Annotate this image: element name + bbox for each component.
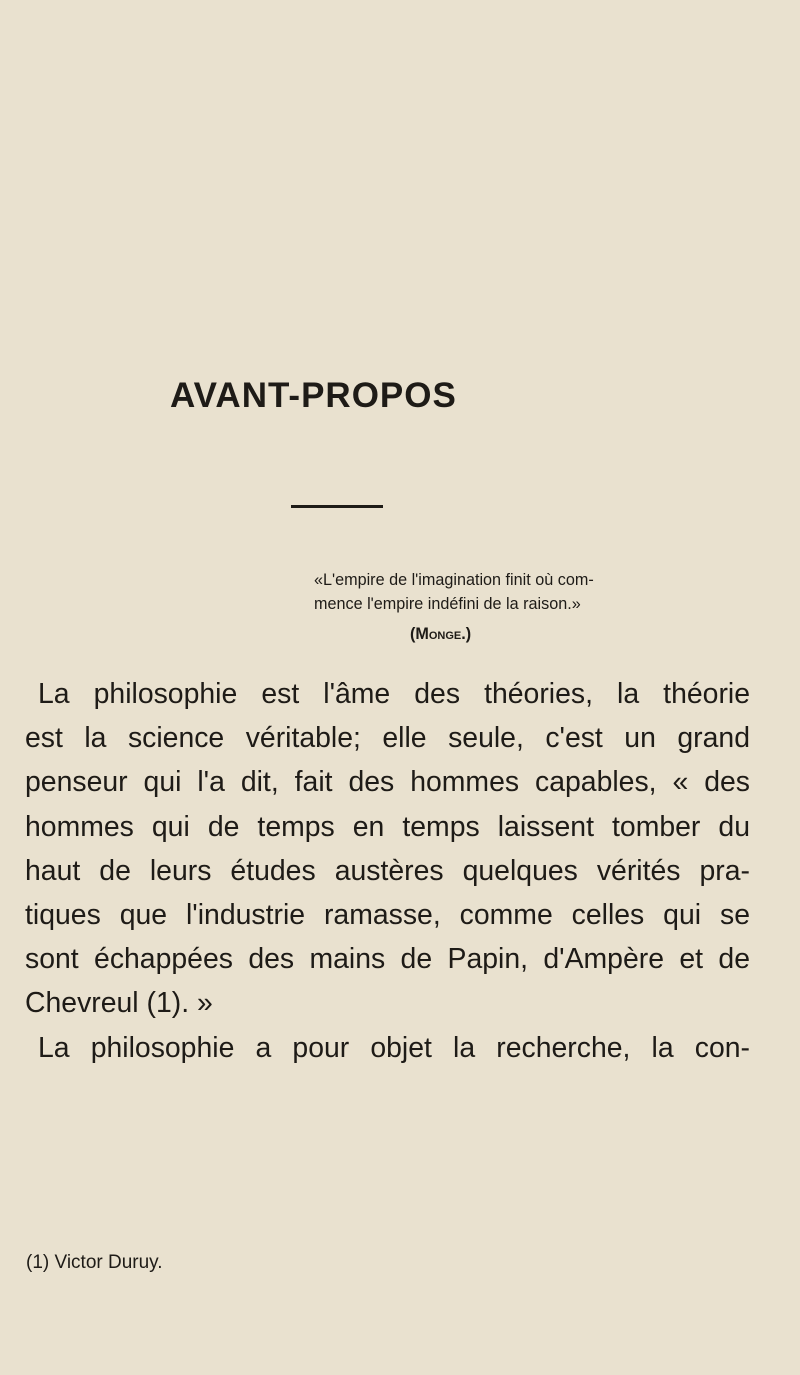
body-line: haut de leurs études austères quelques vérités pra- bbox=[25, 854, 750, 887]
body-paragraphs bbox=[25, 672, 750, 1070]
title-divider bbox=[291, 505, 383, 508]
footnote: (1) Victor Duruy. bbox=[26, 1252, 163, 1273]
body-line: hommes qui de temps en temps laissent tomber du bbox=[25, 810, 750, 843]
epigraph bbox=[314, 568, 704, 646]
epigraph-line: mence l'empire indéfini de la raison.» bbox=[314, 595, 581, 613]
epigraph-author: (Monge.) bbox=[410, 625, 472, 643]
body-line: tiques que l'industrie ramasse, comme celles qui se bbox=[25, 899, 750, 932]
body-line: est la science véritable; elle seule, c'est un grand bbox=[25, 722, 750, 755]
page-title: AVANT-PROPOS bbox=[170, 376, 457, 415]
body-line: La philosophie a pour objet la recherche, la con- bbox=[38, 1031, 750, 1064]
body-line: La philosophie est l'âme des théories, la théorie bbox=[38, 678, 750, 710]
epigraph-line: «L'empire de l'imagination finit où com- bbox=[314, 571, 594, 589]
body-line: penseur qui l'a dit, fait des hommes capables, « des bbox=[25, 766, 750, 799]
body-line: Chevreul (1). » bbox=[25, 987, 213, 1020]
body-line: sont échappées des mains de Papin, d'Ampère et de bbox=[25, 943, 750, 976]
